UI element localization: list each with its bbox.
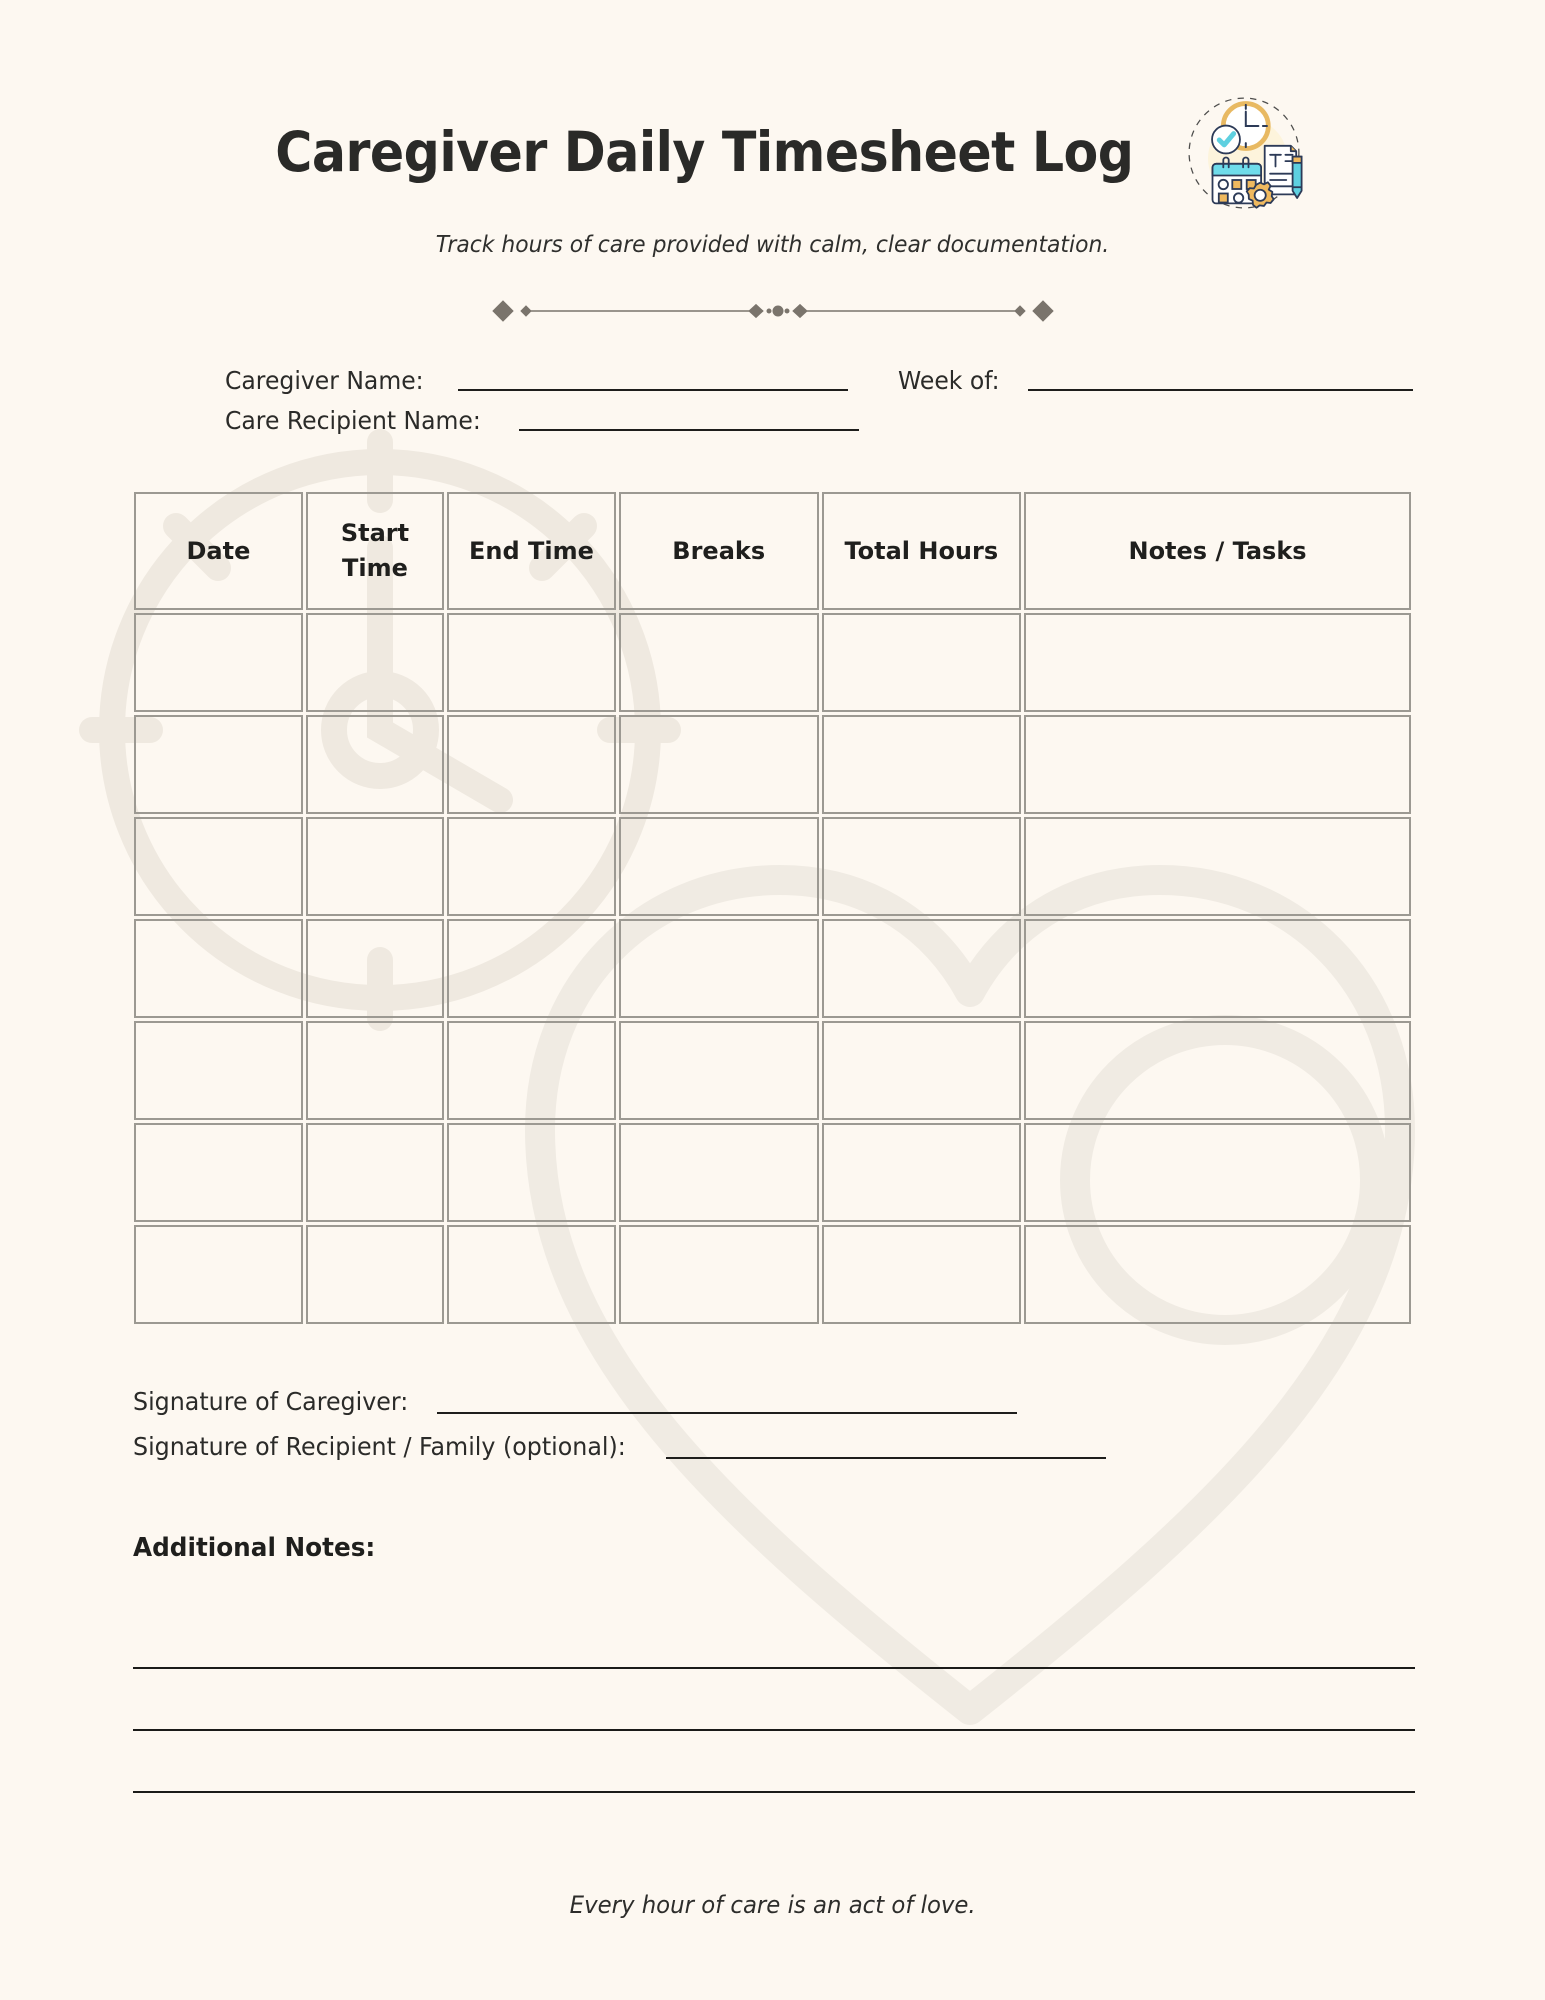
timesheet-header-row bbox=[134, 492, 1411, 610]
cell-breaks[interactable] bbox=[619, 817, 819, 916]
cell-date[interactable] bbox=[134, 715, 303, 814]
cell-breaks[interactable] bbox=[619, 919, 819, 1018]
cell-end-time[interactable] bbox=[447, 1021, 616, 1120]
cell-notes[interactable] bbox=[1024, 1123, 1411, 1222]
cell-breaks[interactable] bbox=[619, 613, 819, 712]
time-tracking-illustration-icon bbox=[1181, 90, 1307, 216]
cell-end-time[interactable] bbox=[447, 817, 616, 916]
notes-write-line[interactable] bbox=[133, 1669, 1415, 1731]
additional-notes-lines bbox=[133, 1607, 1415, 1793]
table-row bbox=[134, 919, 1411, 1018]
signature-section bbox=[0, 1387, 1545, 1461]
table-row bbox=[134, 613, 1411, 712]
table-row bbox=[134, 817, 1411, 916]
timesheet-header bbox=[134, 492, 1411, 610]
page-header bbox=[0, 0, 1545, 324]
cell-total-hours[interactable] bbox=[822, 1021, 1022, 1120]
week-of-input[interactable] bbox=[1028, 369, 1413, 391]
cell-start-time[interactable] bbox=[306, 1123, 444, 1222]
column-header-total-hours: Total Hours bbox=[822, 492, 1022, 610]
cell-notes[interactable] bbox=[1024, 1225, 1411, 1324]
cell-breaks[interactable] bbox=[619, 1021, 819, 1120]
cell-end-time[interactable] bbox=[447, 715, 616, 814]
table-row bbox=[134, 715, 1411, 814]
column-header-breaks: Breaks bbox=[619, 492, 819, 610]
cell-total-hours[interactable] bbox=[822, 715, 1022, 814]
cell-total-hours[interactable] bbox=[822, 919, 1022, 1018]
column-header-start-time bbox=[306, 492, 444, 610]
timesheet-body bbox=[134, 613, 1411, 1324]
signature-recipient-label: Signature of Recipient / Family (optional): bbox=[133, 1432, 626, 1461]
week-of-group bbox=[898, 368, 1413, 393]
cell-notes[interactable] bbox=[1024, 1021, 1411, 1120]
cell-date[interactable] bbox=[134, 1123, 303, 1222]
footer-quote: Every hour of care is an act of love. bbox=[569, 1891, 976, 1919]
start-time-line-2: Time bbox=[342, 554, 408, 582]
cell-date[interactable] bbox=[134, 1225, 303, 1324]
signature-row-caregiver bbox=[133, 1387, 1415, 1416]
start-time-line-1: Start bbox=[340, 519, 410, 548]
page-footer bbox=[0, 1891, 1545, 1919]
cell-start-time[interactable] bbox=[306, 1021, 444, 1120]
table-row bbox=[134, 1021, 1411, 1120]
notes-write-line[interactable] bbox=[133, 1607, 1415, 1669]
form-fields bbox=[0, 368, 1545, 433]
column-header-end-time: End Time bbox=[447, 492, 616, 610]
field-row-caregiver-week bbox=[225, 368, 1415, 393]
cell-end-time[interactable] bbox=[447, 1225, 616, 1324]
care-recipient-name-label: Care Recipient Name: bbox=[225, 406, 481, 435]
title-row bbox=[0, 88, 1545, 216]
cell-end-time[interactable] bbox=[447, 1123, 616, 1222]
cell-start-time[interactable] bbox=[306, 613, 444, 712]
cell-notes[interactable] bbox=[1024, 817, 1411, 916]
week-of-label: Week of: bbox=[898, 366, 1000, 395]
cell-notes[interactable] bbox=[1024, 715, 1411, 814]
cell-start-time[interactable] bbox=[306, 817, 444, 916]
cell-notes[interactable] bbox=[1024, 613, 1411, 712]
cell-total-hours[interactable] bbox=[822, 817, 1022, 916]
cell-end-time[interactable] bbox=[447, 613, 616, 712]
page-title: Caregiver Daily Timesheet Log bbox=[275, 120, 1134, 184]
cell-start-time[interactable] bbox=[306, 919, 444, 1018]
cell-notes[interactable] bbox=[1024, 919, 1411, 1018]
cell-breaks[interactable] bbox=[619, 1123, 819, 1222]
signature-recipient-input[interactable] bbox=[666, 1439, 1106, 1459]
column-header-date: Date bbox=[134, 492, 303, 610]
cell-breaks[interactable] bbox=[619, 1225, 819, 1324]
cell-breaks[interactable] bbox=[619, 715, 819, 814]
caregiver-name-label: Caregiver Name: bbox=[225, 366, 424, 395]
ornamental-divider bbox=[473, 298, 1073, 324]
cell-start-time[interactable] bbox=[306, 715, 444, 814]
caregiver-name-input[interactable] bbox=[458, 369, 848, 391]
cell-start-time[interactable] bbox=[306, 1225, 444, 1324]
signature-caregiver-input[interactable] bbox=[437, 1394, 1017, 1414]
additional-notes-heading: Additional Notes: bbox=[133, 1533, 376, 1563]
column-header-notes-tasks: Notes / Tasks bbox=[1024, 492, 1411, 610]
cell-date[interactable] bbox=[134, 1021, 303, 1120]
page-subtitle: Track hours of care provided with calm, clear documentation. bbox=[435, 230, 1110, 258]
cell-date[interactable] bbox=[134, 817, 303, 916]
cell-total-hours[interactable] bbox=[822, 613, 1022, 712]
timesheet-table bbox=[131, 489, 1414, 1327]
signature-caregiver-label: Signature of Caregiver: bbox=[133, 1387, 409, 1416]
notes-write-line[interactable] bbox=[133, 1731, 1415, 1793]
table-row bbox=[134, 1225, 1411, 1324]
care-recipient-name-input[interactable] bbox=[519, 409, 859, 431]
table-row bbox=[134, 1123, 1411, 1222]
field-row-care-recipient bbox=[225, 408, 1415, 433]
cell-end-time[interactable] bbox=[447, 919, 616, 1018]
additional-notes-section bbox=[0, 1533, 1545, 1793]
cell-date[interactable] bbox=[134, 919, 303, 1018]
cell-date[interactable] bbox=[134, 613, 303, 712]
cell-total-hours[interactable] bbox=[822, 1123, 1022, 1222]
signature-row-recipient bbox=[133, 1432, 1415, 1461]
cell-total-hours[interactable] bbox=[822, 1225, 1022, 1324]
